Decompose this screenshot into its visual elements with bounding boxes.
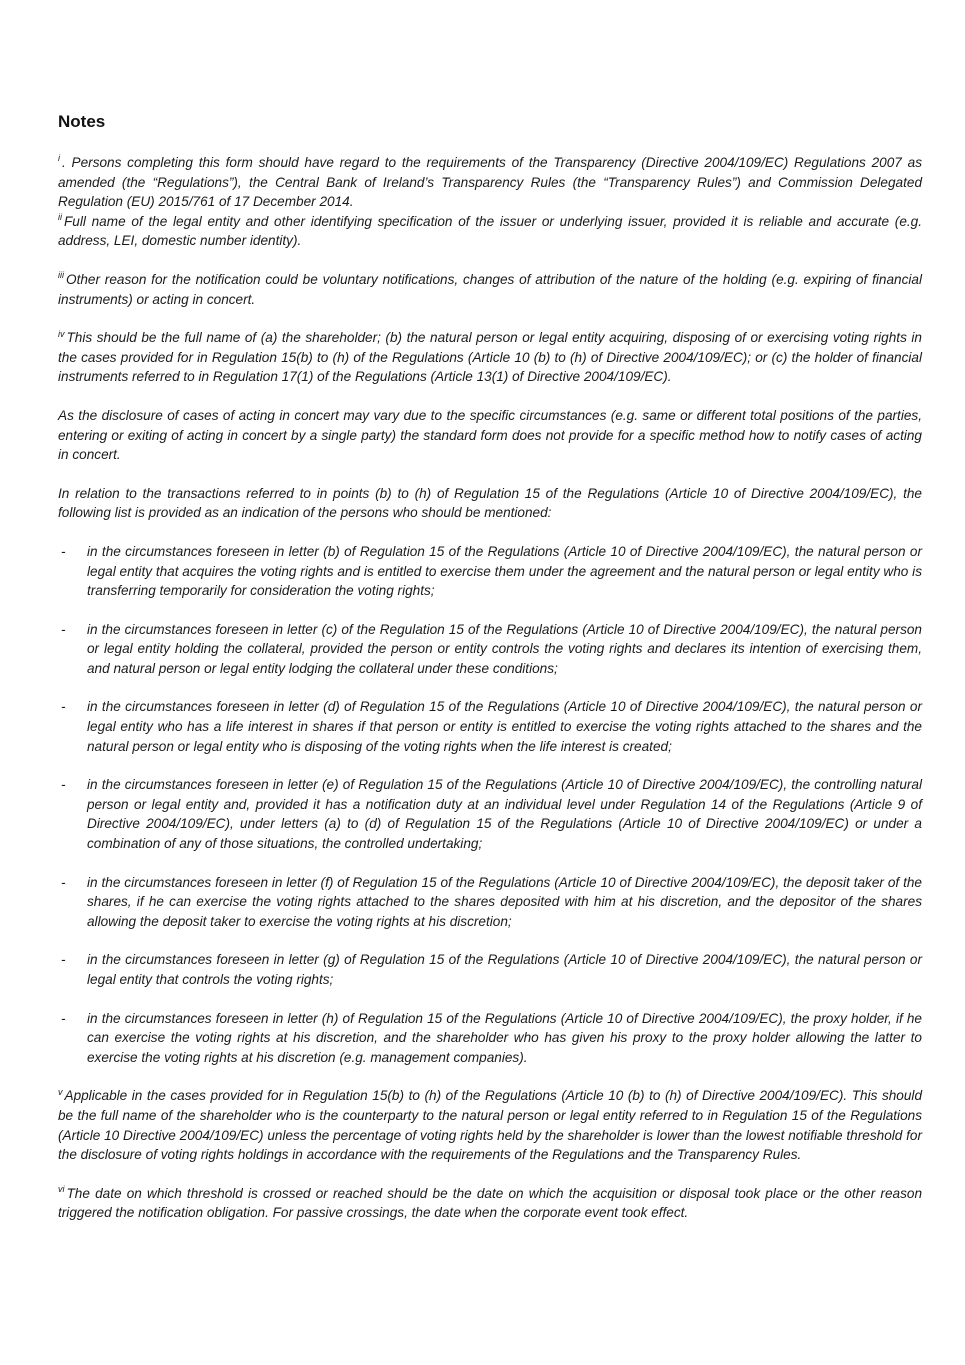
footnote-marker-ii: ii — [58, 212, 62, 223]
footnote-iv — [58, 328, 922, 387]
list-item-g — [58, 950, 922, 989]
footnote-iv-text: This should be the full name of (a) the shareholder; (b) the natural person or legal entity acquiring, disposing of or exercising voting rights in the cases provided for in Regulation 15(b) to (h) of the Regulations (Article 10 (b) to (h) of Directive 2004/109/EC); or (c) the holder of financial instruments referred to in Regulation 17(1) of the Regulations (Article 13(1) of Directive 2004/109/EC). — [58, 330, 922, 385]
bullet-dash: - — [61, 699, 66, 715]
footnote-iii-text: Other reason for the notification could be voluntary notifications, changes of attribution of the nature of the holding (e.g. expiring of financial instruments) or acting in concert. — [58, 271, 922, 307]
bullet-dash: - — [61, 621, 66, 637]
footnote-vi — [58, 1184, 922, 1223]
footnote-i-text: . Persons completing this form should have regard to the requirements of the Transparency (Directive 2004/109/EC) Regulations 2007 as amended (the “Regulations”), the Central Bank of Ireland’s Transparency Rules (the “Transparency Rules”) and Commission Delegated Regulation (EU) 2015/761 of 17 December 2014. — [58, 155, 922, 210]
footnote-marker-iv: iv — [58, 328, 65, 339]
footnote-vi-text: The date on which threshold is crossed or reached should be the date on which the acquisition or disposal took place or the other reason triggered the notification obligation. For passive crossings, the date when the corporate event took effect. — [58, 1185, 922, 1221]
list-item-e-text: in the circumstances foreseen in letter (e) of Regulation 15 of the Regulations (Article 10 of Directive 2004/109/EC), the controlling natural person or legal entity and, provided it has a notification duty at an individual level under Regulation 14 of the Regulations (Article 9 of Directive 2004/109/EC), under letters (a) to (d) of Regulation 15 of the Regulations (Article 10 of Directive 2004/109/EC) or under a combination of any of those situations, the controlled undertaking; — [87, 777, 922, 852]
footnote-marker-v: v — [58, 1086, 63, 1097]
list-item-f — [58, 873, 922, 932]
footnote-marker-iii: iii — [58, 270, 64, 281]
footnote-iii — [58, 270, 922, 309]
bullet-dash: - — [61, 874, 66, 890]
bullet-dash: - — [61, 777, 66, 793]
list-item-c — [58, 620, 922, 679]
list-item-h-text: in the circumstances foreseen in letter (h) of Regulation 15 of the Regulations (Article 10 of Directive 2004/109/EC), the proxy holder, if he can exercise the voting rights at his discretion, and the shareholder who has given his proxy to the proxy holder allowing the latter to exercise the voting rights at his discretion (e.g. management companies). — [87, 1010, 922, 1065]
bullet-dash: - — [61, 952, 66, 968]
footnote-i — [58, 153, 922, 212]
list-item-b — [58, 542, 922, 601]
bullet-dash: - — [61, 1010, 66, 1026]
footnote-v-text: Applicable in the cases provided for in Regulation 15(b) to (h) of the Regulations (Article 10 (b) to (h) of Directive 2004/109/EC). This should be the full name of the shareholder who is the counterparty to the natural person or legal entity referred to in Regulation 15 of the Regulations (Article 10 Directive 2004/109/EC) unless the percentage of voting rights held by the shareholder is lower than the lowest notifiable threshold for the disclosure of voting rights holdings in accordance with the requirements of the Regulations and the Transparency Rules. — [58, 1088, 922, 1163]
list-item-b-text: in the circumstances foreseen in letter (b) of Regulation 15 of the Regulations (Article 10 of Directive 2004/109/EC), the natural person or legal entity that acquires the voting rights and is entitled to exercise them under the agreement and the natural person or legal entity who is transferring temporarily for consideration the voting rights; — [87, 543, 922, 599]
footnote-ii — [58, 212, 922, 251]
footnote-v — [58, 1086, 922, 1164]
paragraph-list-intro: In relation to the transactions referred to in points (b) to (h) of Regulation 15 of the Regulations (Article 10 of Directive 2004/109/EC), the following list is provided as an indication of the persons who should be mentioned: — [58, 485, 922, 521]
list-item-f-text: in the circumstances foreseen in letter (f) of Regulation 15 of the Regulations (Article 10 of Directive 2004/109/EC), the deposit taker of the shares, if he can exercise the voting rights attached to the shares deposited with him at his discretion, and the depositor of the shares allowing the deposit taker to exercise the voting rights at his discretion; — [87, 874, 922, 929]
footnote-ii-text: Full name of the legal entity and other identifying specification of the issuer or underlying issuer, provided it is reliable and accurate (e.g. address, LEI, domestic number identity). — [58, 213, 922, 249]
list-item-e — [58, 775, 922, 853]
bullet-dash: - — [61, 543, 66, 559]
notes-heading: Notes — [58, 112, 106, 131]
footnote-marker-vi: vi — [58, 1184, 65, 1195]
list-item-c-text: in the circumstances foreseen in letter (c) of the Regulation 15 of the Regulations (Article 10 of Directive 2004/109/EC), the natural person or legal entity holding the collateral, provided the person or entity controls the voting rights and declares its intention of exercising them, and natural person or legal entity lodging the collateral under these conditions; — [87, 621, 922, 676]
list-item-d — [58, 697, 922, 756]
list-item-d-text: in the circumstances foreseen in letter (d) of Regulation 15 of the Regulations (Article 10 of Directive 2004/109/EC), the natural person or legal entity who has a life interest in shares if that person or entity is entitled to exercise the voting rights attached to the shares and the natural person or legal entity who is disposing of the voting rights when the life interest is created; — [87, 699, 922, 754]
list-item-g-text: in the circumstances foreseen in letter (g) of Regulation 15 of the Regulations (Article 10 of Directive 2004/109/EC), the natural person or legal entity that controls the voting rights; — [87, 952, 922, 987]
paragraph-acting-in-concert: As the disclosure of cases of acting in concert may vary due to the specific circumstances (e.g. same or different total positions of the parties, entering or exiting of acting in concert by a single party) the standard form does not provide for a specific method how to notify cases of acting in concert. — [58, 407, 922, 463]
list-item-h — [58, 1009, 922, 1068]
footnote-marker-i: i — [58, 153, 60, 164]
